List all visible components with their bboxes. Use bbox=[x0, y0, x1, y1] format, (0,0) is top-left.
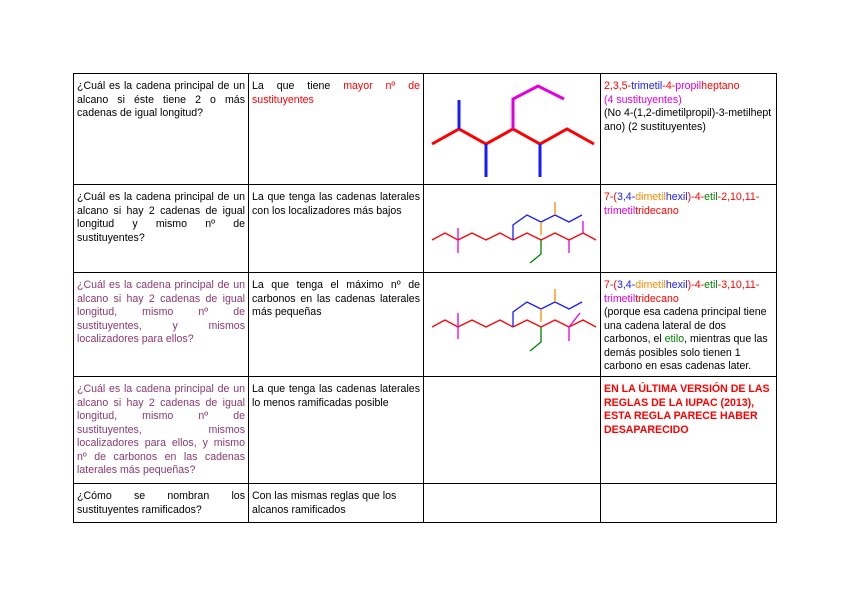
answer-text: La que tenga las cadenas laterales con los localizadores más bajos bbox=[252, 191, 420, 217]
answer-cell bbox=[249, 74, 424, 185]
name-note: (porque esa cadena principal tiene una cadena lateral de dos carbonos, el etilo, mientras que las demás posibles solo tienen 1 carbono en esas cadenas later. bbox=[604, 306, 768, 372]
question-cell bbox=[74, 74, 249, 185]
question-cell bbox=[74, 377, 249, 484]
answer-text: La que tiene bbox=[252, 80, 344, 92]
compound-name: 7-(3,4-dimetilhexil)-4-etil-3,10,11-trimetiltridecano bbox=[604, 279, 760, 305]
table-row bbox=[74, 377, 777, 484]
question-text: ¿Cuál es la cadena principal de un alcano si hay 2 cadenas de igual longitud, mismo nº de sustituyentes, y mismos localizadores para ellos? bbox=[77, 279, 245, 345]
answer-cell bbox=[249, 185, 424, 273]
compound-name: 7-(3,4-dimetilhexil)-4-etil-2,10,11-trimetiltridecano bbox=[604, 191, 760, 217]
propyl-branch bbox=[513, 86, 564, 129]
name-note: (No 4-(1,2-dimetilpropil)-3-metilheptano) (2 sustituyentes) bbox=[604, 107, 772, 133]
name-cell bbox=[601, 185, 777, 273]
main-chain bbox=[432, 129, 594, 144]
table-row bbox=[74, 273, 777, 377]
name-cell bbox=[601, 74, 777, 185]
rules-table bbox=[73, 73, 777, 523]
structure-tridecane-2 bbox=[424, 273, 601, 377]
answer-cell bbox=[249, 273, 424, 377]
compound-name: 2,3,5-trimetil-4-propilheptano bbox=[604, 80, 740, 92]
substituent-count: (4 sustituyentes) bbox=[604, 93, 682, 106]
structure-cell bbox=[424, 74, 601, 185]
structure-tridecane bbox=[424, 185, 601, 273]
ethyl-branch bbox=[530, 240, 541, 263]
question-text: ¿Cuál es la cadena principal de un alcano si hay 2 cadenas de igual longitud, mismo nº de sustituyentes, mismos localizadores para ellos, y mismo nº de carbonos en las cadenas laterales más pequeñas? bbox=[77, 383, 245, 476]
answer-cell bbox=[249, 484, 424, 523]
question-text: ¿Cuál es la cadena principal de un alcano si hay 2 cadenas de igual longitud y mismo nº de sustituyentes? bbox=[77, 191, 245, 244]
main-chain bbox=[513, 233, 596, 240]
main-chain bbox=[432, 233, 513, 240]
table-row bbox=[74, 185, 777, 273]
answer-text: La que tenga las cadenas laterales lo menos ramificadas posible bbox=[252, 383, 420, 409]
structure-cell bbox=[424, 185, 601, 273]
answer-cell bbox=[249, 377, 424, 484]
name-cell bbox=[601, 377, 777, 484]
main-chain bbox=[513, 320, 596, 327]
structure-cell-empty bbox=[424, 484, 601, 523]
answer-text: La que tenga el máximo nº de carbonos en las cadenas laterales más pequeñas bbox=[252, 279, 420, 318]
answer-text: Con las mismas reglas que los alcanos ramificados bbox=[252, 490, 397, 516]
ethyl-branch bbox=[530, 327, 541, 351]
answer-highlight: mayor nº de sustituyentes bbox=[252, 80, 420, 106]
question-cell bbox=[74, 273, 249, 377]
question-text: ¿Cuál es la cadena principal de un alcano si éste tiene 2 o más cadenas de igual longitud? bbox=[77, 80, 245, 119]
question-cell bbox=[74, 484, 249, 523]
name-cell-empty bbox=[601, 484, 777, 523]
question-text: ¿Cómo se nombran los sustituyentes ramificados? bbox=[77, 490, 245, 516]
iupac-warning: EN LA ÚLTIMA VERSIÓN DE LAS REGLAS DE LA IUPAC (2013), ESTA REGLA PARECE HABER DESAPARECIDO bbox=[604, 383, 770, 436]
main-chain bbox=[432, 320, 513, 327]
structure-cell-empty bbox=[424, 377, 601, 484]
table-row bbox=[74, 74, 777, 185]
table-row bbox=[74, 484, 777, 523]
structure-heptane bbox=[424, 74, 601, 185]
question-cell bbox=[74, 185, 249, 273]
name-cell bbox=[601, 273, 777, 377]
structure-cell bbox=[424, 273, 601, 377]
